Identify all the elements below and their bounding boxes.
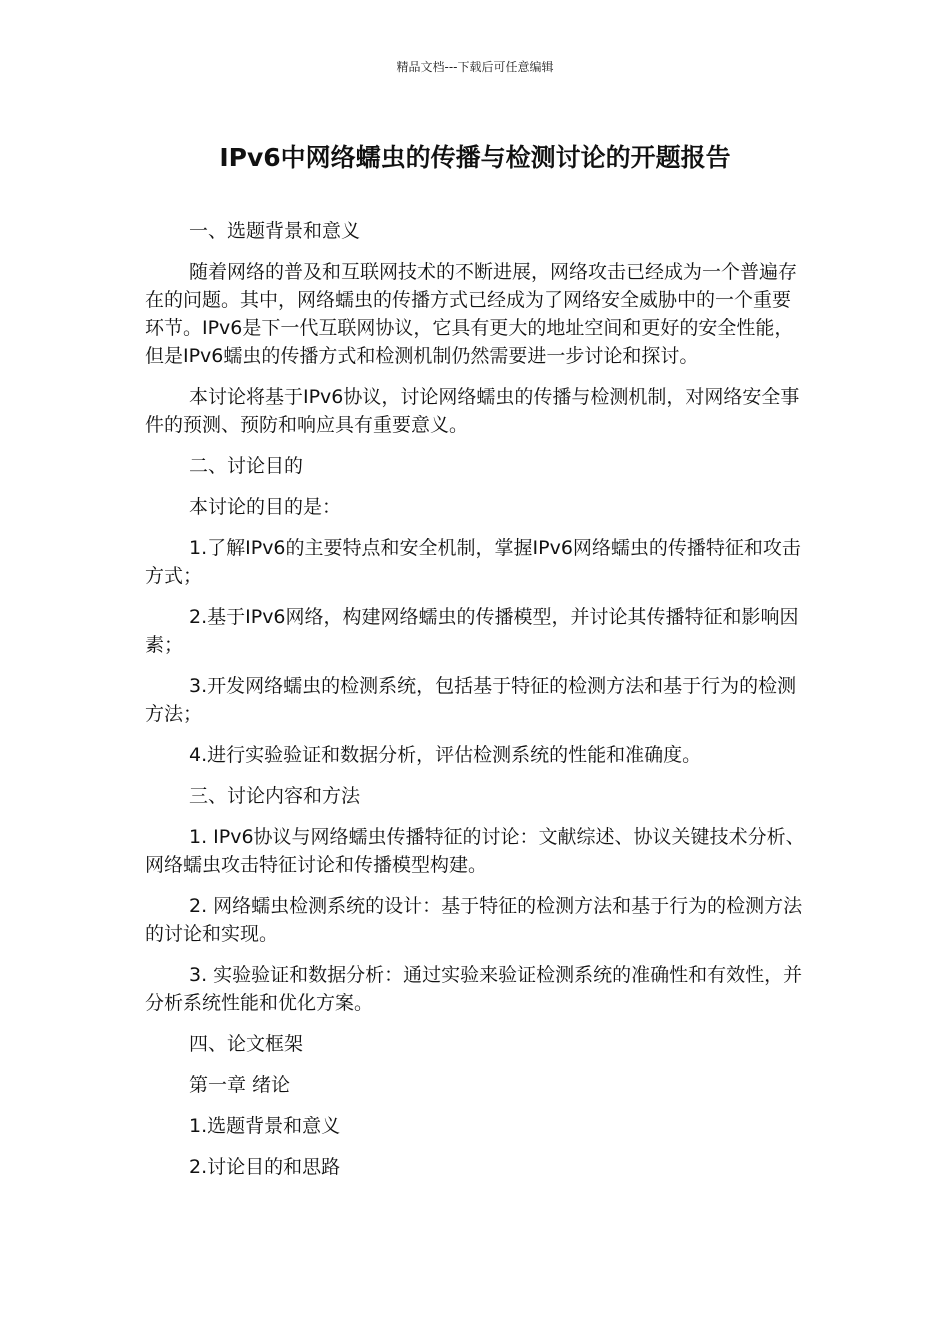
method-item-1: 1. IPv6协议与网络蠕虫传播特征的讨论：文献综述、协议关键技术分析、网络蠕虫攻击特征讨论和传播模型构建。 [145, 826, 805, 876]
section-heading-methods: 三、讨论内容和方法 [189, 785, 361, 807]
paragraph-significance: 本讨论将基于IPv6协议，讨论网络蠕虫的传播与检测机制，对网络安全事件的预测、预防和响应具有重要意义。 [145, 386, 800, 436]
section-heading-objectives: 二、讨论目的 [189, 455, 304, 477]
section-heading-framework: 四、论文框架 [189, 1033, 304, 1055]
method-item-3: 3. 实验验证和数据分析：通过实验来验证检测系统的准确性和有效性，并分析系统性能和优化方案。 [145, 964, 803, 1014]
chapter-item-2: 2.讨论目的和思路 [189, 1156, 341, 1178]
document-body [145, 217, 805, 1194]
chapter-heading-1: 第一章 绪论 [189, 1074, 291, 1096]
page-header: 精品文档---下载后可任意编辑 [396, 60, 554, 74]
objective-item-2: 2.基于IPv6网络，构建网络蠕虫的传播模型，并讨论其传播特征和影响因素； [145, 606, 799, 656]
objective-item-1: 1.了解IPv6的主要特点和安全机制，掌握IPv6网络蠕虫的传播特征和攻击方式； [145, 537, 801, 587]
document-title: IPv6中网络蠕虫的传播与检测讨论的开题报告 [219, 143, 731, 172]
chapter-item-1: 1.选题背景和意义 [189, 1115, 341, 1137]
paragraph-background: 随着网络的普及和互联网技术的不断进展，网络攻击已经成为一个普遍存在的问题。其中，网络蠕虫的传播方式已经成为了网络安全威胁中的一个重要环节。IPv6是下一代互联网协议，它具有更大的地址空间和更好的安全性能，但是IPv6蠕虫的传播方式和检测机制仍然需要进一步讨论和探讨。 [145, 261, 798, 367]
section-heading-background: 一、选题背景和意义 [189, 220, 361, 242]
method-item-2: 2. 网络蠕虫检测系统的设计：基于特征的检测方法和基于行为的检测方法的讨论和实现。 [145, 895, 803, 945]
paragraph-objectives-intro: 本讨论的目的是： [189, 496, 342, 518]
objective-item-3: 3.开发网络蠕虫的检测系统，包括基于特征的检测方法和基于行为的检测方法； [145, 675, 797, 725]
objective-item-4: 4.进行实验验证和数据分析，评估检测系统的性能和准确度。 [189, 744, 702, 766]
